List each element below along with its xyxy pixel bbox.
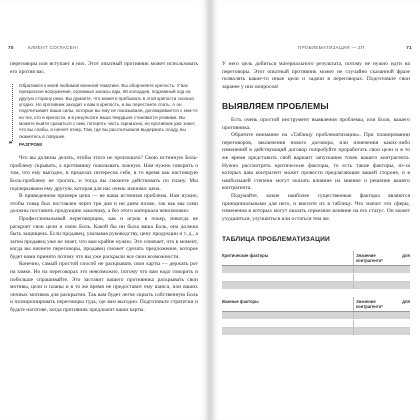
table-row: [222, 273, 410, 281]
left-paragraph-3: В приведенном примере цена — не ваша истинная проблема. Нам нужно, чтобы товар был поставлен через три дня и ни днем позже, так как мы сами должны поставить продукцию заказчику, а без этого материала невозможно.: [10, 193, 198, 215]
problematization-table: [222, 251, 410, 336]
right-page-content: [222, 61, 410, 336]
table-row: [222, 319, 410, 327]
section-title: ВЫЯВЛЯЕМ ПРОБЛЕМЫ: [222, 101, 329, 112]
left-paragraph-4: Профессиональный переговорщик, как и игрок в покер, никогда не раскроет свои цели и свою Боль. Какой бы ни была ваша Боль, она должна быть защищена. Если продавец, указывая руководству, цену продукции и т. д., а затем продавец уже не знает, что вам крайне нужно. Это означает, что в момент, когда вы начнете переговоры, продавец сможет сделать предложение, которое будет вами принято потому что вы уже раскрыли все свои возможности.: [10, 215, 198, 260]
quote-punchline: РАЗГРОМ!: [19, 141, 43, 147]
table-row: [222, 311, 410, 319]
left-running-head: [8, 45, 200, 55]
left-page-content: [10, 61, 198, 315]
header-important-factors: Важные факторы: [222, 297, 354, 312]
right-paragraph-1: У него цель добиться материального результата, потому не нужно идти на переговоры. Этот опытный противник может не случайно сказанной фразе позволять какие-то иные цели и задачи в переговорах. Подготовьте свои заранее у них вопросов!: [222, 61, 410, 90]
header-important-value: Значение для контрагента*: [354, 297, 410, 312]
right-running-head: [220, 45, 412, 55]
header-critical-value: Значение для контрагента*: [354, 251, 410, 266]
header-critical-factors: Критические факторы: [222, 251, 354, 266]
left-page: [0, 0, 208, 420]
table-title: ТАБЛИЦА ПРОБЛЕМАТИЗАЦИИ: [222, 236, 330, 244]
table-row: [222, 265, 410, 273]
quote-block: [10, 83, 198, 148]
table-header-critical: [222, 251, 410, 266]
right-paragraph-4: Подумайте, какие наиболее существенные факторы являются принципиальными для него, и внесите их в таблицу. Что значит эти сферы, изменения в которых могут оказать серьезное влияние на его статус. Он может ухудшиться, улучшиться или остаться тем же.: [222, 192, 410, 222]
left-paragraph-5: Конечно, самый простой способ не раскрывать свои карты — держать рот на замке. Но на переговорах это невозможно, потому что вам надо говорить и побольше спрашивайте. Это заставит вашего противника раскрывать свои мотивы, цели и планы и в то же время не предоставит ему шанса, или ваших личных мотивов для раскрытия. Так вам будет легче скрыть собственную Боль и позиционировать переговоры туда, где вам выгодно. Подготовьте стратегии и будьте наготове, когда противник предложит ваши карты.: [10, 261, 198, 314]
left-paragraph-2: Что вы должны делать, чтобы этого не произошло? Свою истинную Боль-проблему скрывать, а противнику показывать ложную. Нам нужно говорить о том, что ему выгодно, в пределах интересов себе, в то время как настоящую Боль-проблему не трогать, и тогда вы сможете действовать по плану. Мы подчеркиваем ему другую, которая для нас очень значима: цена.: [10, 155, 198, 192]
left-page-number: 70: [8, 45, 14, 50]
quote-text: Обратимся к моей любимой военной тематике. Вы обороняете крепость. У вас прекрасное вооружение, огромные запасы еды, 50 колодцев, подземный ход на другую сторону реки. Вы думаете, что можете пребывать в этой крепости сколько угодно. Но противник заходит к вам в крепость, и вы перестаете спать. А он подсчитывает ваши силы, которые вы ему не показывали, договаривается с кем-то из тех, кто в крепости, и в результате ваша твердыня становится уязвима. Вы можете выйти сразиться с ним, потерять часть гарнизона, но противник уже знает, что вы слабы, и начнет атаку. Там, где вы рассчитывали выдержать осаду, вы окажетесь в ловушке.: [19, 83, 198, 139]
left-running-title: КЛИЕНТ СОГЛАСЕН!: [28, 45, 79, 50]
right-running-title: ПРОБЛЕМАТИЗАЦИЯ — 2П: [298, 45, 365, 50]
table-header-important: [222, 297, 410, 312]
right-page: [212, 0, 420, 420]
table-gap: [222, 289, 410, 297]
quote-mark-icon: ❞: [9, 141, 13, 148]
quote-punchline-row: [9, 141, 198, 148]
left-paragraph-1: переговоры или вступает в них. Этот опытный противник может использовать его против вас.: [10, 61, 198, 75]
table-row: [222, 281, 410, 289]
right-page-number: 71: [406, 45, 412, 50]
right-paragraph-3: Обратите внимание на «Таблицу проблематизации». При планировании переговоров, заключения нового договора, или изменения каких-либо изменений в действующий договор попробуйте проработать свои цели и в то же время представить свой вариант запускания точек вашего контрагента. Нужно рассмотреть критические факторы, то есть такие факторы, из-за которых ваш контрагент может провести предлагающие вашей стороне, и в наибольшей степени могут оказать влияние на мнение и решение вашего контрагента.: [222, 132, 410, 192]
table-row: [222, 327, 410, 335]
right-paragraph-2: Есть очень простой инструмент выявления проблемы, или Боли, вашего противника.: [222, 116, 410, 131]
